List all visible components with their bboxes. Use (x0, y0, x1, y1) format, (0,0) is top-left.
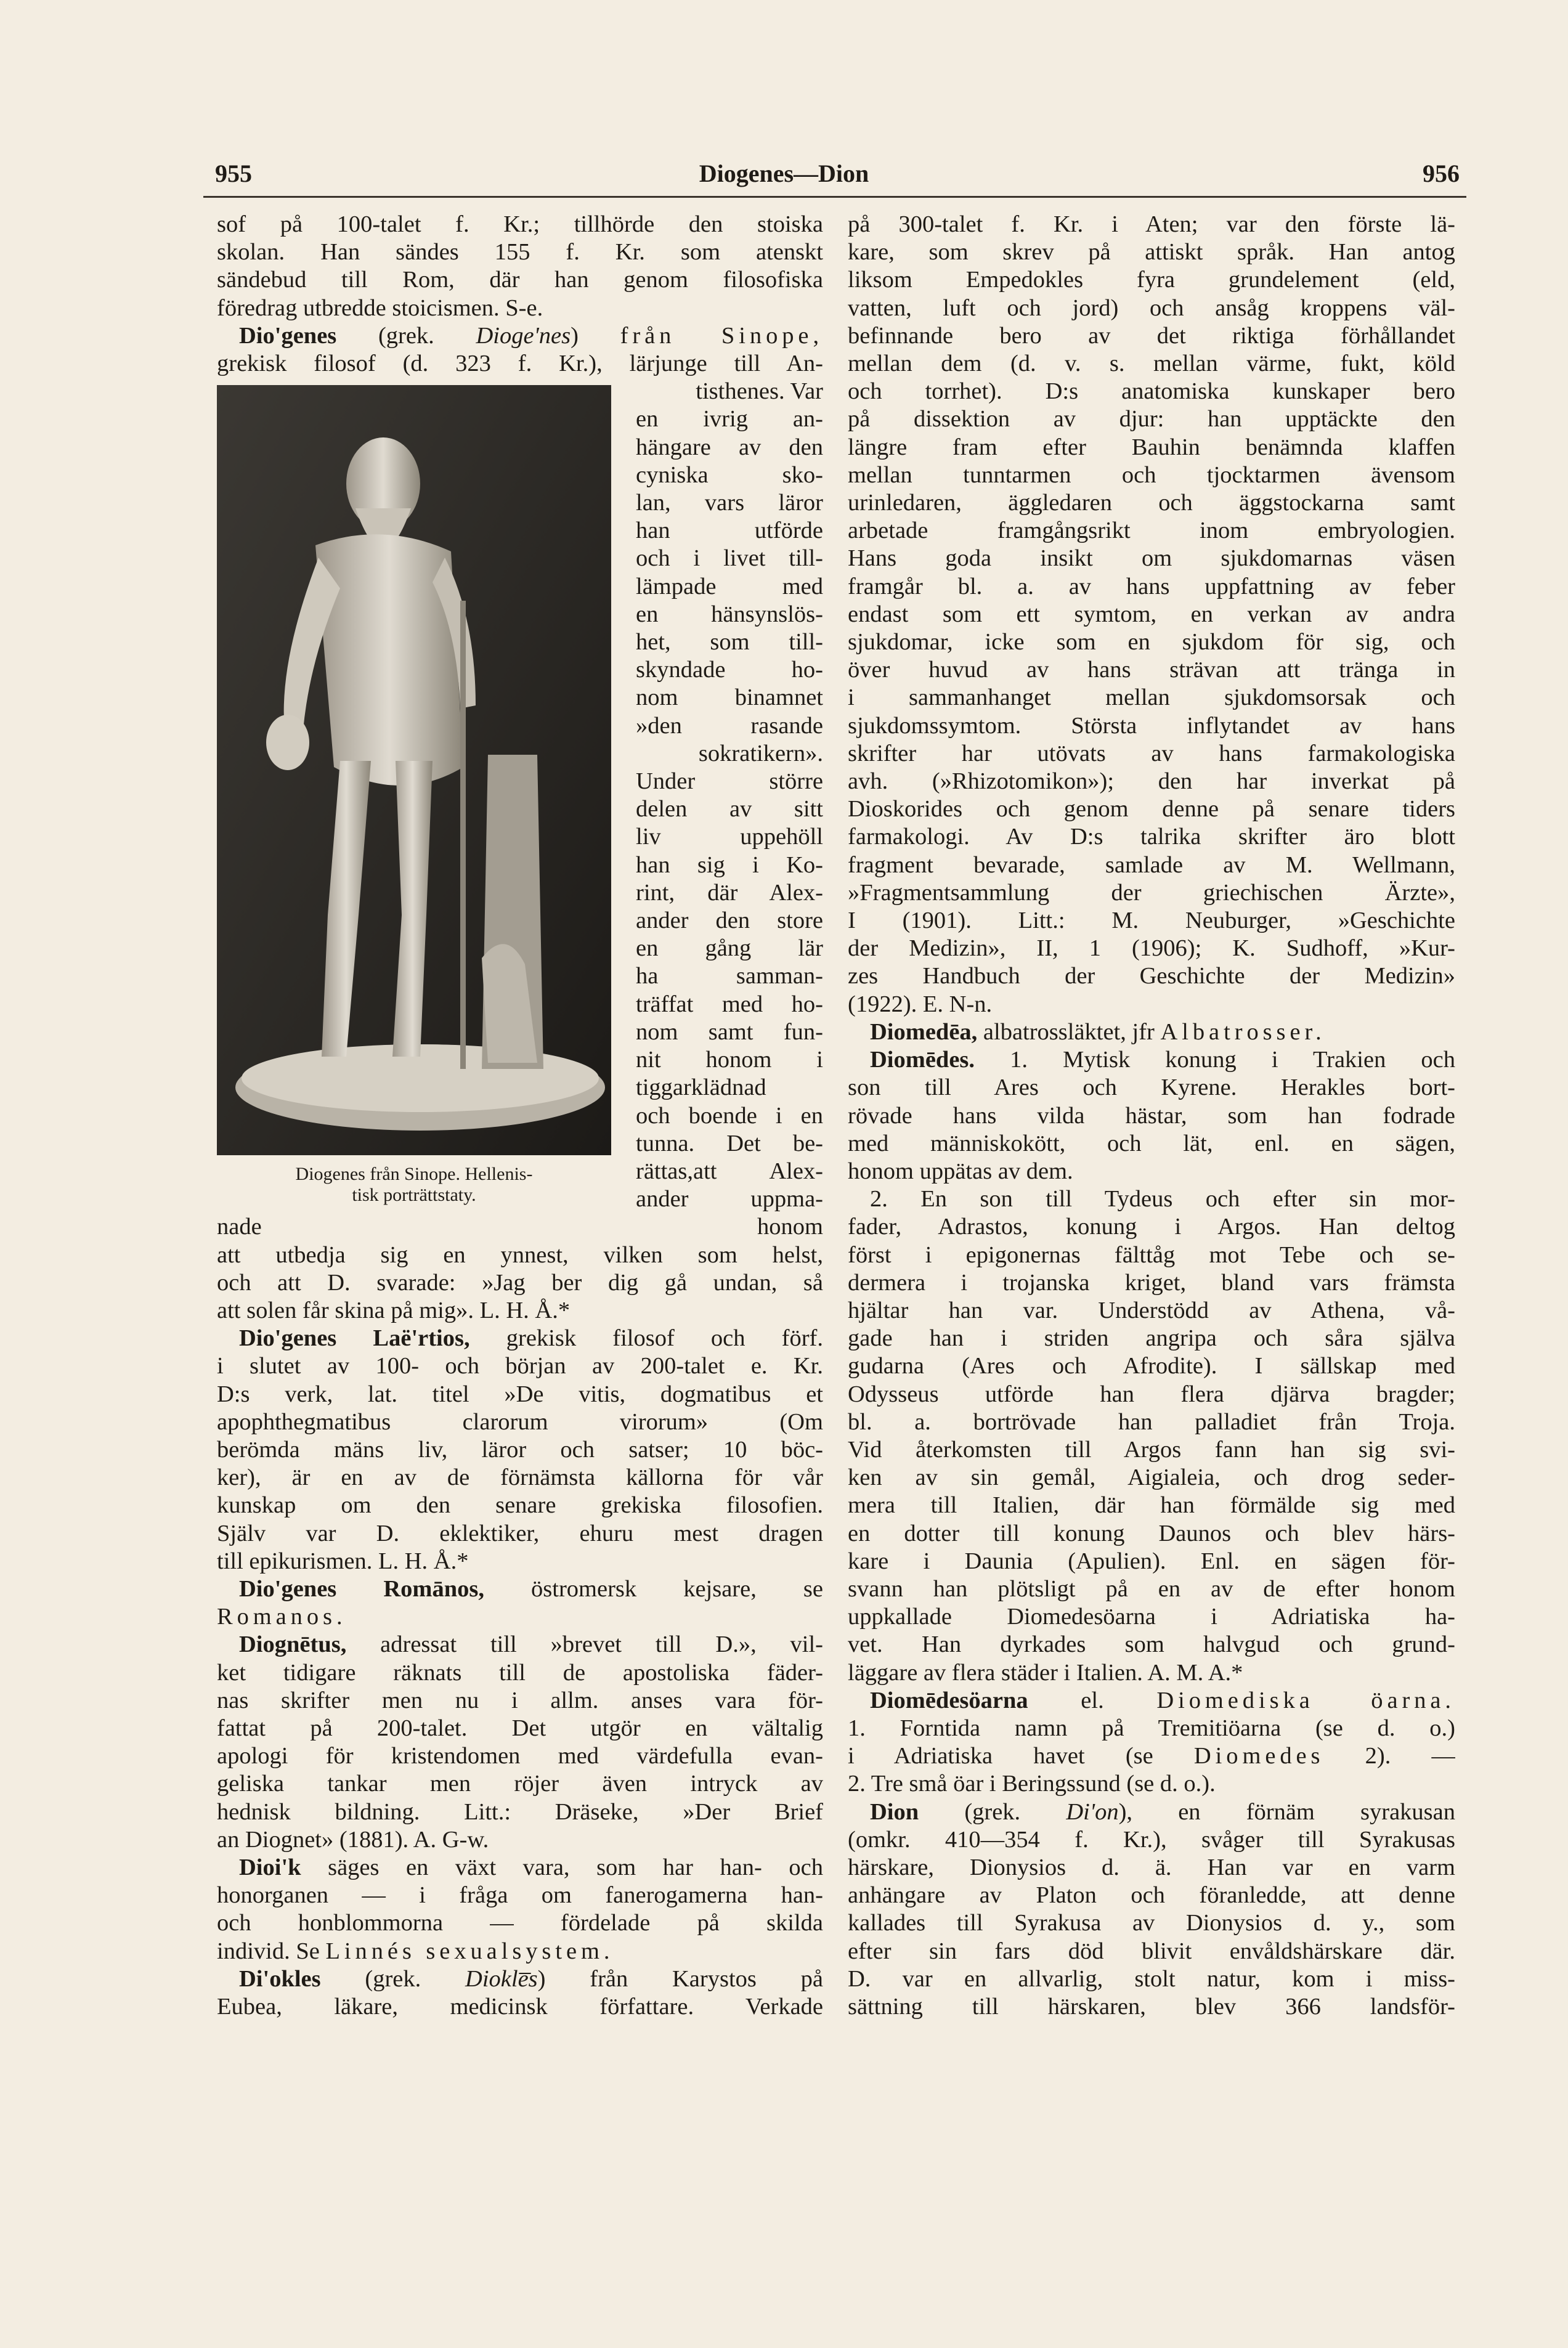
entry-diokles-continued: på 300-talet f. Kr. i Aten; var den förste lä- kare, som skrev på attiskt språk. Han antog liksom Empedokles fyra grundelement (eld, vatten, luft och jord) och ansåg kroppens väl- befinnande bero av det riktiga förhållandet mellan dem (d. v. s. mellan värme, fukt, köld och torrhet). D:s anatomiska kunskaper bero på dissektion av djur: han upptäckte den längre fram efter Bauhin benämnda klaffen mellan tunntarmen och tjocktarmen ävensom urinledaren, äggledaren och äggstockarna samt arbetade framgångsrikt inom embryologien. Hans goda insikt om sjukdomarnas väsen framgår bl. a. av hans uppfattning av feber endast som ett symtom, en verkan av andra sjukdomar, icke som en sjukdom för sig, och över huvud av hans strävan att tränga in i sammanhanget mellan sjukdomsorsak och sjukdomssymtom. Största inflytandet av hans skrifter har utövats av hans farmakologiska avh. (»Rhizotomikon»); den har inverkat på Dioskorides och genom denne på senare tiders farmakologi. Av D:s talrika skrifter äro blott fragment bevarade, samlade av M. Wellmann, »Fragmentsammlung der griechischen Ärzte», I (1901). Litt.: M. Neuburger, »Geschichte der Medizin», II, 1 (1906); K. Sudhoff, »Kur- zes Handbuch der Geschichte der Medizin» (1922). E. N-n. (848, 211, 1455, 1017)
entry-headword: Diomēdes. (870, 1047, 975, 1073)
cross-reference: Diomedes (1193, 1743, 1325, 1769)
entry-diomedesoarna: Diomēdesöarna el. Diomediska öarna. 1. Forntida namn på Tremitiöarna (se d. o.) i Adriatiska havet (se Diomedes 2). — 2. Tre små öar i Beringssund (se d. o.). (848, 1687, 1455, 1797)
figure (217, 378, 611, 1209)
entry-headword: Diomēdesöarna (870, 1687, 1028, 1713)
entry-diogenes-laertios: Dio'genes Laë'rtios, grekisk filosof och förf. i slutet av 100- och början av 200-talet e. Kr. D:s verk, lat. titel »De vitis, dogmatibus et apophthegmatibus clarorum virorum» (Om berömda mäns liv, läror och satser; 10 böc- ker), är en av de förnämsta källorna för vår kunskap om den senare grekiska filosofien. Själv var D. eklektiker, ehuru mest dragen till epikurismen. L. H. Å.* (217, 1325, 823, 1574)
entry-headword: Dion (870, 1798, 919, 1825)
entry-diomedea: Diomedēa, albatrossläktet, jfr Albatrosser. (870, 1018, 1326, 1045)
entry-diogenes-sinope: Dio'genes (grek. Dioge'nes) från Sinope, grekisk filosof (d. 323 f. Kr.), lärjunge till An- Diogenes från Sinope. Hellenis- tisk porträttstaty. tisthenes. Var en ivrig an- hängare av den cyniska sko- lan, vars läror han utförde och i livet till- lämpade med en hänsynslös- het, som till- skyndade ho- nom binamnet »den rasande sokratikern». Under större delen av sitt liv uppehöll han sig i Ko- rint, där Alex- ander den store en gång lär ha samman- träffat med ho- nom samt fun- nit honom i tiggarklädnad och boende i en tunna. Det be- rättas,att Alex- ander uppma- nade honom att utbedja sig en ynnest, vilken som helst, och att D. svarade: »Jag ber dig gå undan, så att solen får skina på mig». L. H. Å.* (217, 322, 823, 1323)
entry-diogenes-romanos: Dio'genes Romānos, östromersk kejsare, se Romanos. (217, 1575, 823, 1631)
header-rule (203, 196, 1466, 198)
cross-reference: Diomediska öarna. (1156, 1687, 1455, 1713)
entry-continuation: sof på 100-talet f. Kr.; tillhörde den stoiska skolan. Han sändes 155 f. Kr. som atenskt sändebud till Rom, där han genom filosofiska föredrag utbredde stoicismen. S-e. (217, 211, 823, 321)
entry-headword: Diognētus, (239, 1631, 347, 1658)
entry-headword: Dio'genes (239, 322, 337, 349)
left-column (217, 211, 823, 2021)
entry-headword: Dio'genes Laë'rtios, (239, 1325, 470, 1352)
page-number-right: 956 (1423, 160, 1460, 187)
figure-caption: Diogenes från Sinope. Hellenis- tisk porträttstaty. (295, 1164, 533, 1206)
entry-diokles: Di'okles (grek. Diokle̅s) från Karystos på Eubea, läkare, medicinsk författare. Verkade (217, 1965, 823, 2020)
entry-headword: Di'okles (239, 1965, 321, 1992)
entry-dioik: Dioi'k säges en växt vara, som har han- och honorganen — i fråga om fanerogamerna han- och honblommorna — fördelade på skilda individ. Se Linnés sexualsystem. (217, 1854, 823, 1964)
entry-headword: Diomedēa, (870, 1018, 978, 1045)
running-head: Diogenes—Dion (699, 160, 869, 187)
entry-dion: Dion (grek. Di'on), en förnäm syrakusan (omkr. 410—354 f. Kr.), svåger till Syrakusas härskare, Dionysios d. ä. Han var en varm anhängare av Platon och föranledde, att denne kallades till Syrakusa av Dionysios d. y., som efter sin fars död blivit envåldshärskare där. D. var en allvarlig, stolt natur, kom i miss- sättning till härskaren, blev 366 landsför- (848, 1798, 1455, 2020)
entry-diognetus: Diognētus, adressat till »brevet till D.», vil- ket tidigare räknats till de apostoliska fäder- nas skrifter men nu i allm. anses vara för- fattat på 200-talet. Det utgör en vältalig apologi för kristendomen med värdefulla evan- geliska tankar men röjer även intryck av hednisk bildning. Litt.: Dräseke, »Der Brief an Diognet» (1881). A. G-w. (217, 1631, 823, 1853)
entry-headword: Dioi'k (239, 1854, 301, 1880)
cross-reference: Albatrosser. (1160, 1018, 1326, 1045)
entry-headword: Dio'genes Romānos, (239, 1575, 484, 1602)
cross-reference: Linnés sexualsystem. (325, 1938, 614, 1964)
statue-photo (217, 385, 611, 1155)
right-column (848, 211, 1455, 2021)
page-number-left: 955 (215, 160, 252, 187)
entry-diomedes: Diomēdes. 1. Mytisk konung i Trakien och son till Ares och Kyrene. Herakles bort- rövade hans vilda hästar, som han fodrade med människokött, och lät, enl. en sägen, honom uppätas av dem. 2. En son till Tydeus och efter sin mor- fader, Adrastos, konung i Argos. Han deltog först i epigonernas fälttåg mot Tebe och se- dermera i trojanska kriget, bland vars främsta hjältar han var. Understödd av Athena, vå- gade han i striden angripa och såra själva gudarna (Ares och Afrodite). I sällskap med Odysseus utförde han flera djärva bragder; bl. a. bortrövade han palladiet från Troja. Vid återkomsten till Argos fann han sig svi- ken av sin gemål, Aigialeia, och drog seder- mera till Italien, där han förmälde sig med en dotter till konung Daunos och blev härs- kare i Daunia (Apulien). Enl. en sägen för- svann han plötsligt på en av de efter honom uppkallade Diomedesöarna i Adriatiska ha- vet. Han dyrkades som halvgud och grund- läggare av flera städer i Italien. A. M. A.* (848, 1047, 1455, 1686)
cross-reference: Romanos. (217, 1604, 347, 1630)
